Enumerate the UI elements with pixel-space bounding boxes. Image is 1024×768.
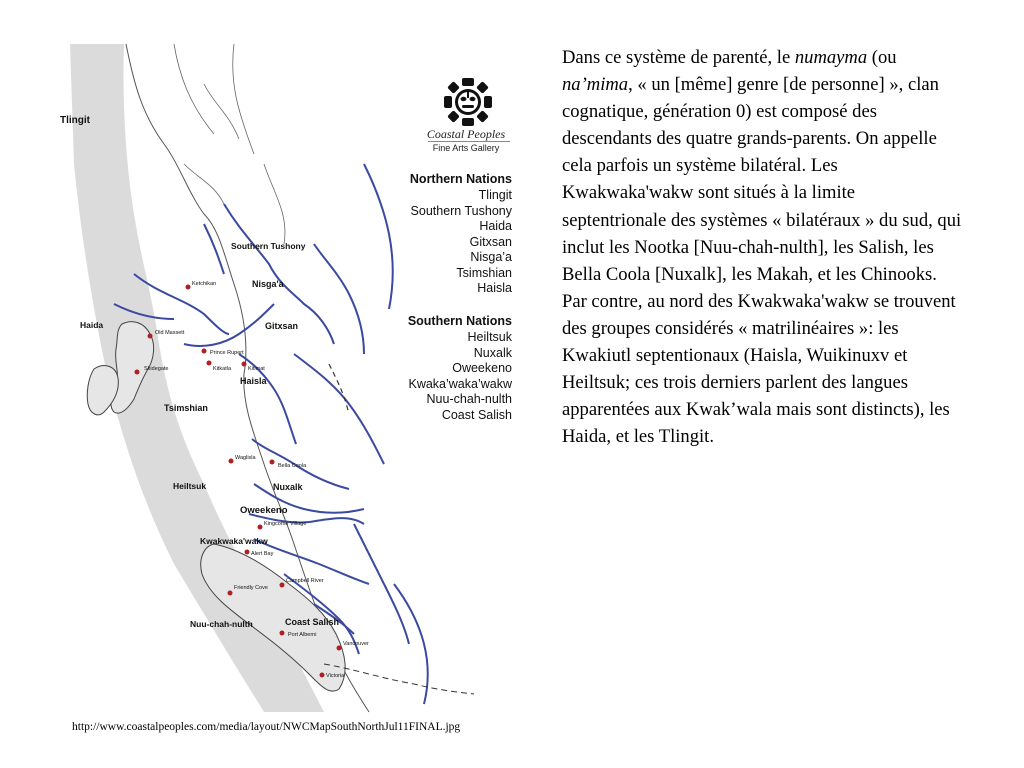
city-vancouver: Vancouver xyxy=(343,641,369,647)
city-campbell-river: Campbell River xyxy=(286,578,324,584)
label-nuxalk: Nuxalk xyxy=(273,482,303,492)
legend-item: Nuxalk xyxy=(473,345,512,360)
legend-item: Oweekeno xyxy=(452,361,512,375)
city-port-alberni: Port Alberni xyxy=(288,632,317,638)
label-tsimshian: Tsimshian xyxy=(164,403,208,413)
city-prince-rupert: Prince Rupert xyxy=(210,350,244,356)
city-dot xyxy=(245,550,250,555)
legend-item: Haida xyxy=(479,219,512,233)
city-dot xyxy=(280,583,285,588)
city-dot xyxy=(148,334,153,339)
city-ketchikan: Ketchikan xyxy=(192,281,217,287)
legend-heading: Northern Nations xyxy=(409,172,512,186)
label-gitxsan: Gitxsan xyxy=(265,321,299,331)
city-skidegate: Skidegate xyxy=(144,366,169,372)
legend-item: Tlingit xyxy=(478,188,512,202)
city-dot xyxy=(320,673,325,678)
label-nuu-chah-nulth: Nuu-chah-nulth xyxy=(190,619,253,629)
legend-item: Kwaka’waka’wakw xyxy=(408,376,512,391)
legend-item: Southern Tushony xyxy=(410,203,512,218)
label-southern-tushony: Southern Tushony xyxy=(231,241,306,251)
legend-item: Haisla xyxy=(477,281,512,295)
label-tlingit: Tlingit xyxy=(60,115,90,126)
city-kingcome-village: Kingcome Village xyxy=(264,521,307,527)
logo-title: Coastal Peoples xyxy=(426,127,506,141)
city-kitkatla: Kitkatla xyxy=(213,366,232,372)
legend-northern xyxy=(380,171,512,297)
label-haida: Haida xyxy=(80,320,104,330)
city-dot xyxy=(135,370,140,375)
legend-item: Nisga’a xyxy=(470,250,512,264)
city-dot xyxy=(270,460,275,465)
caption-part: , « un [même] genre [de personne] », clan cognatique, génération 0) est composé des descendants des quatre grands-parents. On appelle cela parfois un système bilatéral. Les Kwakwaka'wakw sont situés à la limite septentrionale des systèmes « bilatéraux » du sud, qui inclut les Nootka [Nuu-chah-nulth], les Salish, les Bella Coola [Nuxalk], les Makah, et les Chinooks. Par contre, au nord des Kwakwaka'wakw se trouvent des groupes considérés « matrilinéaires »: les Kwakiutl septentionaux (Haisla, Wuikinuxv et Heiltsuk; ces trois derniers parlent des langues apparentées aux Kwak’wala mais sont distincts), les Haida, et les Tlingit. xyxy=(562,74,962,448)
caption-namima: na’mima xyxy=(562,74,629,96)
label-oweekeno: Oweekeno xyxy=(240,505,288,516)
caption-numayma: numayma xyxy=(794,47,868,68)
source-url: http://www.coastalpeoples.com/media/layout/NWCMapSouthNorthJul11FINAL.jpg xyxy=(72,721,461,733)
city-dot xyxy=(280,631,285,636)
city-alert-bay: Alert Bay xyxy=(251,551,274,557)
legend-heading: Southern Nations xyxy=(407,314,512,328)
label-coast-salish: Coast Salish xyxy=(285,617,340,627)
city-bella-coola: Bella Coola xyxy=(278,463,307,469)
legend-item: Tsimshian xyxy=(456,265,512,280)
city-kitimat: Kitimat xyxy=(248,366,265,372)
city-victoria: Victoria xyxy=(326,673,345,679)
caption-part: (ou xyxy=(867,47,897,68)
city-dot xyxy=(258,525,263,530)
city-dot xyxy=(242,362,247,367)
legend-item: Heiltsuk xyxy=(467,330,512,344)
legend-item: Gitxsan xyxy=(469,234,512,249)
city-old-massett: Old Massett xyxy=(155,330,185,336)
coastal-peoples-logo xyxy=(444,78,492,126)
label-nisgaa: Nisga'a xyxy=(252,279,284,289)
label-haisla: Haisla xyxy=(240,376,267,386)
legend-item: Nuu-chah-nulth xyxy=(426,392,512,406)
label-heiltsuk: Heiltsuk xyxy=(173,481,207,491)
caption-part: Dans ce système de parenté, le xyxy=(562,47,795,68)
city-friendly-cove: Friendly Cove xyxy=(234,585,268,591)
city-dot xyxy=(186,285,191,290)
legend-item: Coast Salish xyxy=(441,407,512,422)
city-dot xyxy=(202,349,207,354)
logo-divider xyxy=(428,141,510,142)
label-kwakwakawakw: Kwakwaka'wakw xyxy=(200,536,268,546)
city-dot xyxy=(228,591,233,596)
city-dot xyxy=(229,459,234,464)
city-waglisla: Waglisla xyxy=(235,455,256,461)
logo-subtitle: Fine Arts Gallery xyxy=(432,143,500,153)
city-dot xyxy=(337,646,342,651)
city-dot xyxy=(207,361,212,366)
caption-text xyxy=(562,44,962,450)
legend-southern xyxy=(380,313,512,423)
